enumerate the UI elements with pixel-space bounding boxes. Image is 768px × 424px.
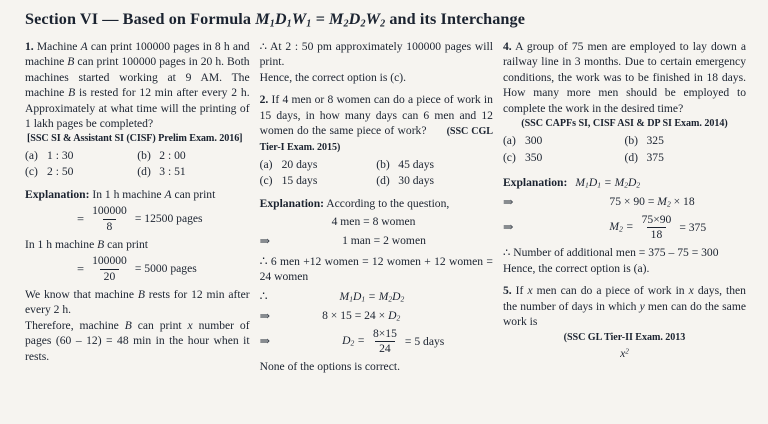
column-1 bbox=[25, 39, 260, 365]
partial-expression: $x^2$ bbox=[620, 346, 629, 360]
formula-mdmd: $M_1D_1 = M_2D_2$ bbox=[575, 176, 641, 190]
fraction-expression-1 bbox=[25, 205, 250, 232]
question-5-number: 5. bbox=[502, 284, 512, 298]
fraction bbox=[88, 205, 131, 232]
option-c-value: 350 bbox=[524, 150, 543, 164]
option-a-value: 300 bbox=[524, 133, 543, 147]
question-5-text-c: days, then the number of days in which bbox=[502, 284, 746, 313]
line-2-b: can print bbox=[104, 237, 149, 251]
fraction-denominator: 18 bbox=[647, 227, 667, 241]
option-d-label: (d) bbox=[624, 150, 638, 164]
option-c-label: (c) bbox=[25, 165, 38, 179]
question-2-options bbox=[260, 157, 493, 189]
conclusion-4-line-b: Hence, the correct option is (a). bbox=[502, 261, 650, 275]
implies-arrow: ⇒ bbox=[259, 233, 271, 248]
option-c-value: 2 : 50 bbox=[47, 165, 74, 179]
equation-5-row bbox=[260, 308, 493, 325]
section-title bbox=[25, 10, 746, 30]
option-b[interactable] bbox=[624, 133, 746, 149]
option-b-value: 2 : 00 bbox=[159, 148, 186, 162]
machine-b-var: B bbox=[67, 55, 75, 69]
option-a[interactable] bbox=[25, 148, 137, 164]
machine-b-var-2: B bbox=[68, 86, 76, 100]
explanation-4-row bbox=[503, 175, 746, 191]
equation-6-row bbox=[260, 328, 493, 355]
option-a[interactable] bbox=[503, 133, 625, 149]
question-2 bbox=[260, 92, 493, 154]
machine-b-ref: B bbox=[97, 237, 105, 251]
x-var-2: x bbox=[688, 284, 694, 298]
question-1-options bbox=[25, 148, 250, 180]
question-4 bbox=[503, 39, 746, 117]
question-5-text-b: men can do a piece of work in bbox=[532, 284, 689, 298]
fraction-result: = 375 bbox=[679, 220, 707, 234]
therefore-symbol: ∴ bbox=[259, 289, 268, 304]
fraction bbox=[638, 214, 676, 241]
question-1-text-c: can print 100000 pages in 20 h. Both machines started working at 9 AM. The machine bbox=[25, 55, 250, 100]
explanation-2-text: According to the question, bbox=[324, 196, 450, 210]
equation-3-lhs: $M_2$ = bbox=[609, 220, 634, 235]
option-b-label: (b) bbox=[137, 148, 151, 162]
equation-2: 1 man = 2 women bbox=[342, 234, 426, 248]
equation-6-lhs: $D_2$ = bbox=[342, 334, 365, 349]
three-column-layout bbox=[25, 39, 746, 375]
question-4-options bbox=[503, 133, 746, 165]
question-4-number: 4. bbox=[502, 39, 512, 53]
x-var: x bbox=[187, 318, 193, 332]
equation-2-row bbox=[260, 233, 493, 250]
option-row bbox=[260, 157, 493, 173]
fraction-numerator: 100000 bbox=[92, 204, 127, 218]
section-formula: $M_1D_1W_1 = M_2D_2W_2$ bbox=[255, 10, 386, 30]
question-4-text: A group of 75 men are employed to lay down a railway line in 3 months. Due to certain emergency conditions, the work was to be finished in 18 days. How many more men should be employed to complete the work in the desired time? bbox=[502, 39, 746, 115]
option-row bbox=[503, 133, 746, 149]
explanation-label: Explanation: bbox=[25, 187, 90, 201]
option-row bbox=[25, 164, 250, 180]
equation-3 bbox=[260, 253, 493, 285]
fraction-result: = 5 days bbox=[404, 334, 445, 348]
clipped-fraction bbox=[503, 345, 746, 361]
option-d[interactable] bbox=[376, 173, 493, 189]
option-d-label: (d) bbox=[376, 174, 390, 188]
line-3-b: rests for 12 min after every 2 h. bbox=[25, 287, 250, 317]
machine-b-ref-3: B bbox=[124, 318, 132, 332]
question-2-number: 2. bbox=[259, 93, 269, 107]
equals-sign: = bbox=[77, 211, 85, 226]
fraction-denominator: 20 bbox=[100, 269, 120, 283]
option-b-label: (b) bbox=[376, 157, 390, 171]
option-c[interactable] bbox=[503, 150, 625, 166]
option-a-label: (a) bbox=[502, 133, 516, 147]
fraction-expression-2 bbox=[25, 255, 250, 282]
section-title-suffix: and its Interchange bbox=[385, 10, 525, 28]
column-3 bbox=[503, 39, 746, 361]
explanation-1-line-4 bbox=[25, 318, 250, 365]
therefore-symbol: ∴ bbox=[259, 253, 268, 268]
column-2 bbox=[260, 39, 503, 375]
option-c[interactable] bbox=[25, 164, 137, 180]
option-c-value: 15 days bbox=[281, 174, 318, 188]
fraction-numerator: 100000 bbox=[92, 254, 127, 268]
option-a-label: (a) bbox=[259, 157, 273, 171]
line-4-a: Therefore, machine bbox=[25, 318, 125, 332]
explanation-1-line-2 bbox=[25, 237, 250, 253]
question-1-number: 1. bbox=[25, 39, 34, 53]
question-5-text-a: If bbox=[511, 284, 528, 298]
option-a-label: (a) bbox=[25, 148, 38, 162]
explanation-1-text: In 1 h machine bbox=[89, 187, 165, 201]
equation-2-row bbox=[503, 194, 746, 211]
fraction-result: = 5000 pages bbox=[134, 262, 197, 276]
conclusion-4-line-a: ∴ Number of additional men = 375 – 75 = 300 bbox=[502, 246, 719, 260]
equation-3-row bbox=[503, 214, 746, 241]
implies-arrow: ⇒ bbox=[259, 333, 271, 348]
equation-4-row bbox=[260, 288, 493, 305]
fraction bbox=[369, 328, 401, 355]
fraction-numerator: 75×90 bbox=[641, 212, 672, 226]
equation-5: $8 \times 15 = 24 \times D_2$ bbox=[322, 309, 401, 324]
option-b[interactable] bbox=[137, 148, 249, 164]
option-b-value: 45 days bbox=[398, 157, 435, 171]
equation-2: $75 \times 90 = M_2 \times 18$ bbox=[609, 195, 695, 210]
conclusion-2: None of the options is correct. bbox=[259, 360, 400, 374]
implies-arrow: ⇒ bbox=[259, 308, 271, 323]
option-c-label: (c) bbox=[502, 150, 516, 164]
continuation-line-2: Hence, the correct option is (c). bbox=[259, 70, 407, 84]
question-1 bbox=[25, 39, 250, 132]
option-d-label: (d) bbox=[137, 165, 151, 179]
equals-sign: = bbox=[77, 261, 85, 276]
line-2-a: In 1 h machine bbox=[25, 237, 98, 251]
explanation-label: Explanation: bbox=[502, 176, 568, 190]
question-1-text-b: can print 100000 pages in 8 h and machine bbox=[25, 39, 250, 69]
option-b-label: (b) bbox=[624, 133, 638, 147]
option-row bbox=[25, 148, 250, 164]
option-a-value: 1 : 30 bbox=[47, 148, 74, 162]
explanation-1-line-3 bbox=[25, 287, 250, 318]
option-a-value: 20 days bbox=[281, 157, 318, 171]
fraction-denominator: 24 bbox=[375, 341, 395, 355]
section-title-prefix: Section VI — Based on Formula bbox=[25, 10, 256, 28]
formula-mdmd: $M_1D_1 = M_2D_2$ bbox=[339, 289, 405, 304]
machine-a-var: A bbox=[80, 39, 88, 53]
explanation-label: Explanation: bbox=[259, 196, 325, 210]
question-2-source: (SSC CGL Tier-I Exam. 2015) bbox=[259, 126, 493, 153]
explanation-1-text-b: can print bbox=[171, 187, 216, 201]
option-b-value: 325 bbox=[646, 133, 664, 147]
fraction bbox=[88, 255, 131, 282]
option-d-value: 3 : 51 bbox=[159, 165, 186, 179]
option-d-value: 30 days bbox=[398, 174, 435, 188]
option-row bbox=[260, 173, 493, 189]
line-4-b: can print bbox=[131, 318, 188, 332]
option-d-value: 375 bbox=[646, 150, 664, 164]
option-c-label: (c) bbox=[259, 174, 273, 188]
question-1-text-d: is rested for 12 min after every 2 h. Approximately at what time will the printing of 1 lakh pages be completed? bbox=[25, 86, 250, 131]
x-var: x bbox=[527, 284, 533, 298]
line-4-c: number of pages (60 – 12) = 48 min in the hour when it rests. bbox=[25, 318, 250, 363]
machine-b-ref-2: B bbox=[137, 287, 145, 301]
equation-3-text: 6 men +12 women = 12 women + 12 women = 24 women bbox=[259, 254, 493, 284]
fraction-result: = 12500 pages bbox=[134, 212, 203, 226]
option-d[interactable] bbox=[624, 150, 746, 166]
option-row bbox=[503, 150, 746, 166]
explanation-2 bbox=[260, 196, 493, 212]
implies-arrow: ⇒ bbox=[502, 219, 514, 234]
question-4-source: (SSC CAPFs SI, CISF ASI & DP SI Exam. 2014) bbox=[521, 118, 728, 130]
option-a[interactable] bbox=[260, 157, 377, 173]
explanation-1 bbox=[25, 187, 250, 203]
option-b[interactable] bbox=[376, 157, 493, 173]
question-1-text-a: Machine bbox=[33, 39, 81, 53]
implies-arrow: ⇒ bbox=[502, 194, 514, 209]
question-5-source: (SSC GL Tier-II Exam. 2013 bbox=[563, 331, 686, 343]
question-1-source: [SSC SI & Assistant SI (CISF) Prelim Exam. 2016] bbox=[27, 132, 243, 144]
question-5 bbox=[503, 283, 746, 330]
y-var: y bbox=[639, 299, 645, 313]
line-3-a: We know that machine bbox=[25, 287, 138, 301]
option-d[interactable] bbox=[137, 164, 249, 180]
equation-1: 4 men = 8 women bbox=[331, 215, 416, 229]
machine-a-ref: A bbox=[164, 187, 172, 201]
option-c[interactable] bbox=[260, 173, 377, 189]
fraction-denominator: 8 bbox=[103, 219, 117, 233]
fraction-numerator: 8×15 bbox=[372, 326, 397, 340]
question-5-text-d: men can do the same work is bbox=[502, 299, 746, 329]
continuation-line-1: ∴ At 2 : 50 pm approximately 100000 pages will print. bbox=[259, 39, 493, 69]
question-2-text: If 4 men or 8 women can do a piece of work in 15 days, in how many days can 6 men and 12 women do the same piece of work? bbox=[259, 93, 493, 138]
